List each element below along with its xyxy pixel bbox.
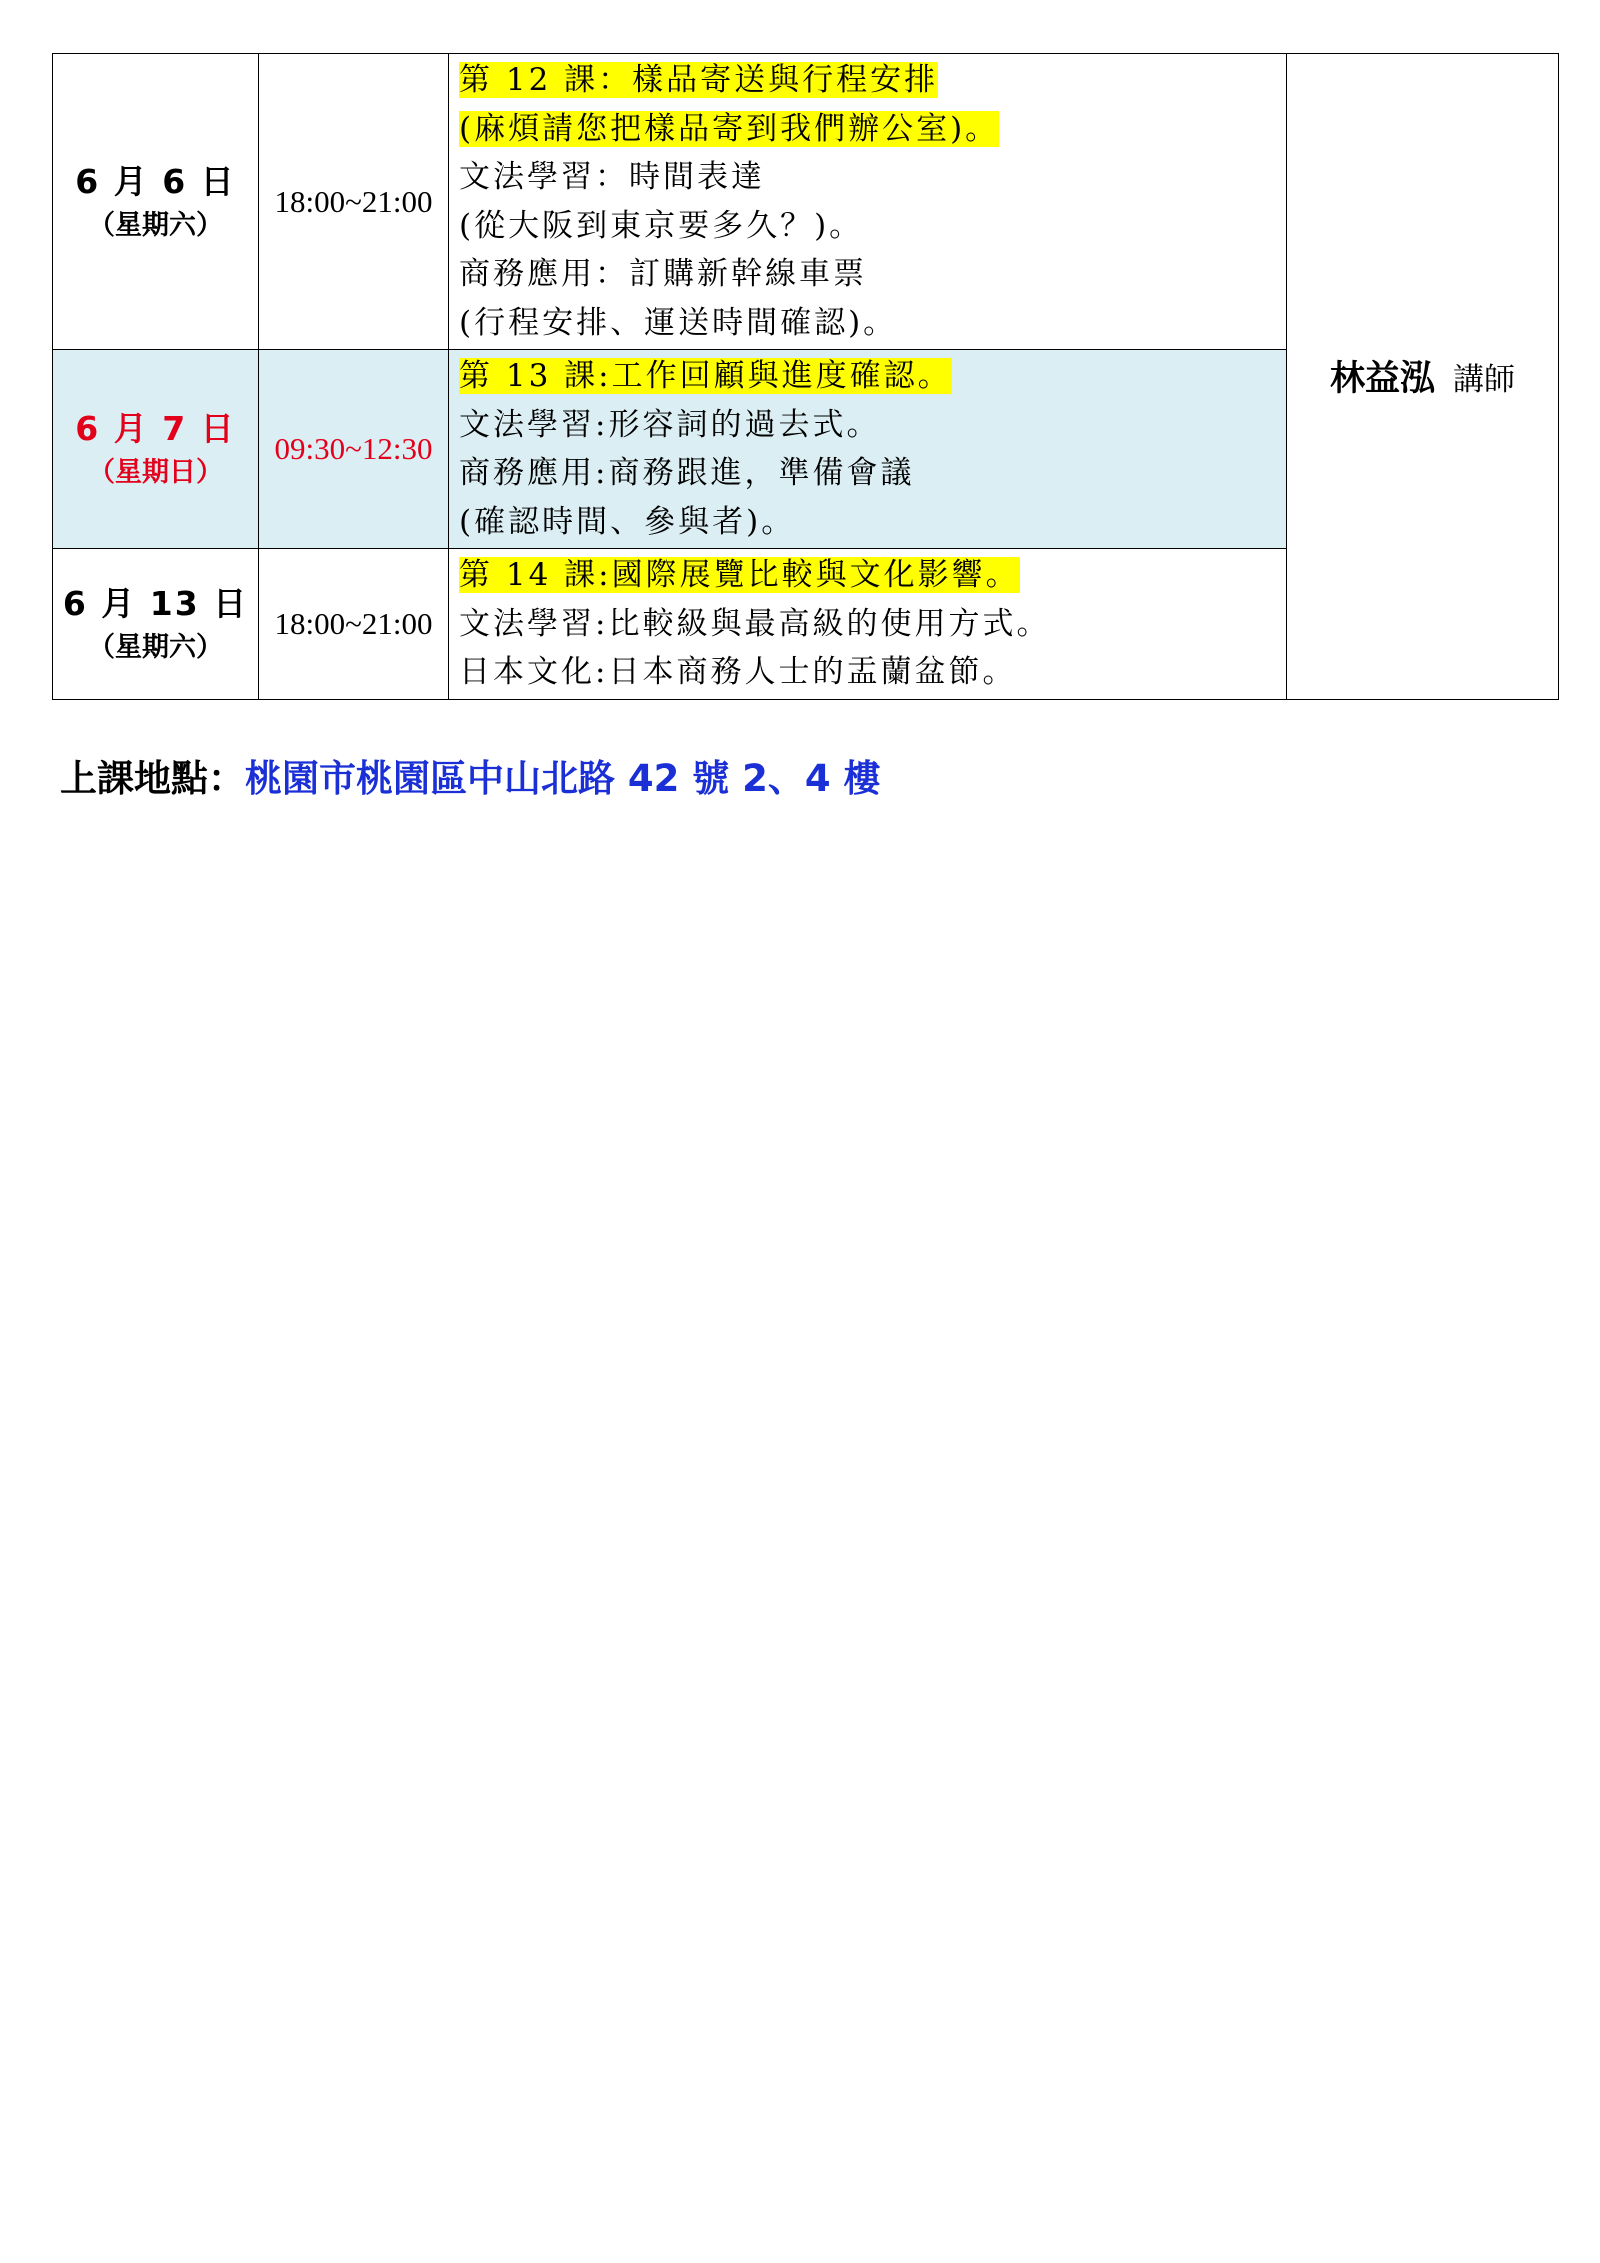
session-weekday: （星期日） (88, 457, 223, 488)
date-cell (53, 549, 259, 700)
lesson-content (449, 549, 1287, 700)
lesson-content (449, 54, 1287, 350)
session-time: 18:00~21:00 (259, 54, 449, 350)
session-weekday: （星期六） (88, 631, 223, 663)
grammar-topic: 文法學習：時間表達 (459, 159, 765, 195)
location-address: 桃園市桃園區中山北路 42 號 2、4 樓 (245, 757, 881, 800)
business-topic: 商務應用:商務跟進，準備會議 (459, 455, 915, 491)
lesson-title: 第 14 課:國際展覽比較與文化影響。 (459, 557, 1020, 593)
teacher-title: 講師 (1453, 362, 1515, 399)
course-schedule-table (52, 53, 1559, 700)
business-detail: (確認時間、參與者)。 (459, 503, 796, 540)
business-topic: 商務應用：訂購新幹線車票 (459, 256, 867, 292)
lesson-content (449, 350, 1287, 549)
schedule-row (53, 54, 1559, 350)
teacher-name: 林益泓 (1329, 359, 1435, 400)
teacher-cell (1287, 54, 1559, 700)
session-date: 6 月 13 日 (62, 583, 249, 623)
location-label: 上課地點： (60, 757, 245, 800)
date-cell (53, 54, 259, 350)
business-detail: (行程安排、運送時間確認)。 (459, 304, 898, 341)
lesson-title: 第 12 課：樣品寄送與行程安排 (459, 62, 939, 98)
session-weekday: （星期六） (88, 209, 223, 241)
lesson-subtitle: (麻煩請您把樣品寄到我們辦公室)。 (459, 110, 1000, 147)
grammar-topic: 文法學習:形容詞的過去式。 (459, 406, 881, 443)
session-time: 18:00~21:00 (259, 549, 449, 700)
lesson-title: 第 13 課:工作回顧與進度確認。 (459, 358, 952, 394)
grammar-example: (從大阪到東京要多久？)。 (459, 207, 864, 244)
culture-topic: 日本文化:日本商務人士的盂蘭盆節。 (459, 654, 1017, 690)
session-date: 6 月 7 日 (75, 409, 236, 448)
grammar-topic: 文法學習:比較級與最高級的使用方式。 (459, 605, 1051, 642)
date-cell (53, 350, 259, 549)
class-location (60, 748, 881, 802)
session-date: 6 月 6 日 (75, 161, 236, 201)
session-time: 09:30~12:30 (259, 350, 449, 549)
